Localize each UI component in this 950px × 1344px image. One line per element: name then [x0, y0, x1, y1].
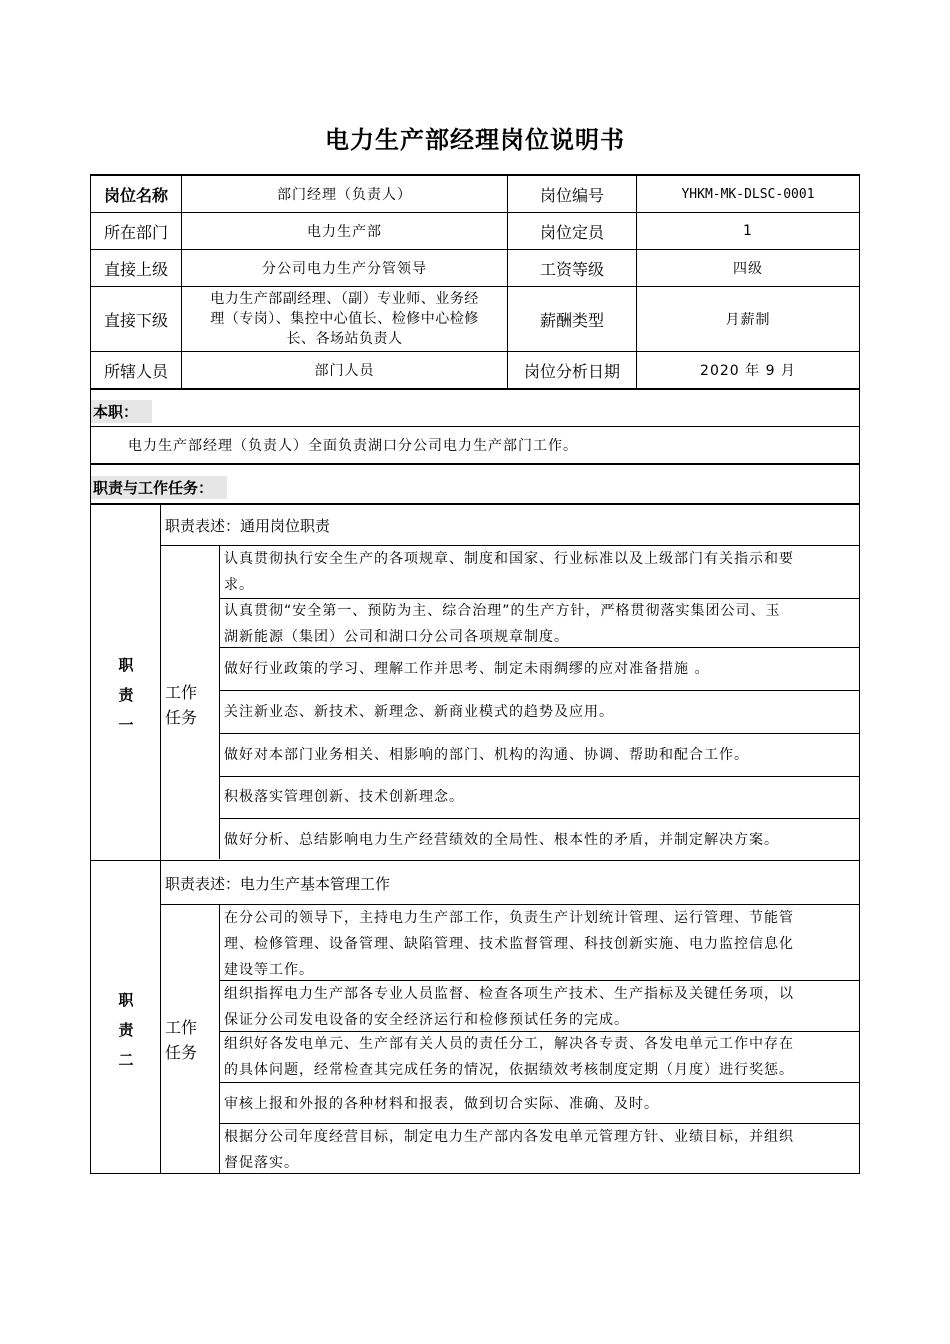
duty1-task-4: 关注新业态、新技术、新理念、新商业模式的趋势及应用。: [224, 704, 614, 720]
headcount-label: 岗位定员: [539, 222, 604, 242]
salary-type-value: 月薪制: [725, 312, 771, 328]
duty1-task-3: 做好行业政策的学习、理解工作并思考、制定未雨绸缪的应对准备措施 。: [224, 661, 710, 677]
core-duty-heading: 本职：: [91, 400, 152, 423]
duty2-task-label: [165, 1015, 205, 1065]
duty-label-char: 职: [118, 656, 134, 674]
table-rule: [90, 860, 860, 861]
table-rule: [219, 690, 860, 691]
salary-type-label: 薪酬类型: [539, 310, 604, 330]
department-label: 所在部门: [103, 222, 168, 242]
page-title: 电力生产部经理岗位说明书: [325, 126, 625, 154]
task-line: 根据分公司年度经营目标，制定电力生产部内各发电单元管理方针、业绩目标，并组织: [224, 1129, 794, 1145]
subordinates-line: 长、各场站负责人: [286, 331, 403, 347]
table-rule: [219, 546, 220, 859]
duty-label-char: 职: [118, 991, 134, 1009]
duty-label-char: 责: [118, 686, 134, 704]
table-rule: [90, 388, 860, 390]
duty1-label: [116, 650, 136, 740]
task-line: 组织好各发电单元、生产部有关人员的责任分工，解决各专责、各发电单元工作中存在: [224, 1036, 794, 1052]
task-label-line: 工作: [165, 683, 198, 702]
task-label-line: 工作: [165, 1018, 198, 1037]
table-rule: [219, 776, 860, 777]
task-line: 认真贯彻“安全第一、预防为主、综合治理”的生产方针，严格贯彻落实集团公司、玉: [224, 603, 781, 619]
staff-label: 所辖人员: [103, 361, 168, 381]
table-rule: [219, 905, 220, 1174]
task-line: 组织指挥电力生产部各专业人员监督、检查各项生产技术、生产指标及关键任务项，以: [224, 986, 794, 1002]
duty1-task-6: 积极落实管理创新、技术创新理念。: [224, 789, 464, 805]
task-line: 建设等工作。: [224, 962, 314, 978]
duty-label-char: 二: [118, 1051, 134, 1069]
direct-superior-value: 分公司电力生产分管领导: [262, 261, 427, 277]
subordinates-line: 电力生产部副经理、（副）专业师、业务经: [210, 291, 479, 307]
position-name-value: 部门经理（负责人）: [277, 187, 412, 203]
subordinates-line: 理（专岗）、集控中心值长、检修中心检修: [210, 311, 479, 327]
headcount-value: 1: [743, 223, 753, 239]
salary-grade-value: 四级: [733, 261, 763, 277]
task-line: 湖新能源（集团）公司和湖口分公司各项规章制度。: [224, 629, 569, 645]
table-rule: [219, 818, 860, 819]
task-line: 理、检修管理、设备管理、缺陷管理、技术监督管理、科技创新实施、电力监控信息化: [224, 936, 794, 952]
duty-label-char: 责: [118, 1021, 134, 1039]
direct-subordinates-value: [182, 287, 507, 351]
duty2-task-2: [224, 981, 859, 1033]
duty1-task-2: [224, 598, 859, 650]
duty-label-char: 一: [118, 716, 134, 734]
analysis-date-value: 2020 年 9 月: [700, 363, 796, 379]
task-line: 的具体问题，经常检查其完成任务的情况，依据绩效考核制度定期（月度）进行奖惩。: [224, 1062, 794, 1078]
direct-superior-label: 直接上级: [103, 259, 168, 279]
task-line: 在分公司的领导下，主持电力生产部工作，负责生产计划统计管理、运行管理、节能管: [224, 910, 794, 926]
position-code-value: YHKM-MK-DLSC-0001: [681, 186, 815, 202]
duty2-task-3: [224, 1031, 859, 1083]
analysis-date-label: 岗位分析日期: [523, 361, 620, 381]
duty1-task-5: 做好对本部门业务相关、相影响的部门、机构的沟通、协调、帮助和配合工作。: [224, 747, 749, 763]
duty2-label: [116, 985, 136, 1075]
duty2-statement: 职责表述：电力生产基本管理工作: [165, 875, 391, 893]
table-rule: [90, 463, 860, 465]
duty2-task-4: 审核上报和外报的各种材料和报表，做到切合实际、准确、及时。: [224, 1096, 659, 1112]
duty2-task-5: [224, 1124, 859, 1176]
position-code-label: 岗位编号: [539, 185, 604, 205]
table-rule: [90, 426, 860, 427]
duty1-task-7: 做好分析、总结影响电力生产经营绩效的全局性、根本性的矛盾，并制定解决方案。: [224, 832, 779, 848]
duty1-task-1: [224, 546, 859, 598]
duty1-task-label: [165, 680, 205, 730]
task-line: 督促落实。: [224, 1155, 299, 1171]
core-duty-text: 电力生产部经理（负责人）全面负责湖口分公司电力生产部门工作。: [128, 438, 578, 454]
table-rule: [859, 174, 860, 1174]
salary-grade-label: 工资等级: [539, 259, 604, 279]
table-rule: [90, 503, 860, 505]
task-label-line: 任务: [165, 708, 198, 727]
task-line: 求。: [224, 577, 254, 593]
duties-heading: 职责与工作任务：: [91, 476, 227, 499]
duty1-statement: 职责表述：通用岗位职责: [165, 517, 331, 535]
table-rule: [160, 504, 161, 1174]
position-name-label: 岗位名称: [103, 185, 168, 205]
duty2-task-1: [224, 905, 859, 983]
staff-value: 部门人员: [314, 363, 375, 379]
task-line: 保证分公司发电设备的安全经济运行和检修预试任务的完成。: [224, 1012, 629, 1028]
table-rule: [219, 733, 860, 734]
direct-subordinates-label: 直接下级: [103, 310, 168, 330]
task-label-line: 任务: [165, 1043, 198, 1062]
department-value: 电力生产部: [307, 224, 382, 240]
task-line: 认真贯彻执行安全生产的各项规章、制度和国家、行业标准以及上级部门有关指示和要: [224, 551, 794, 567]
